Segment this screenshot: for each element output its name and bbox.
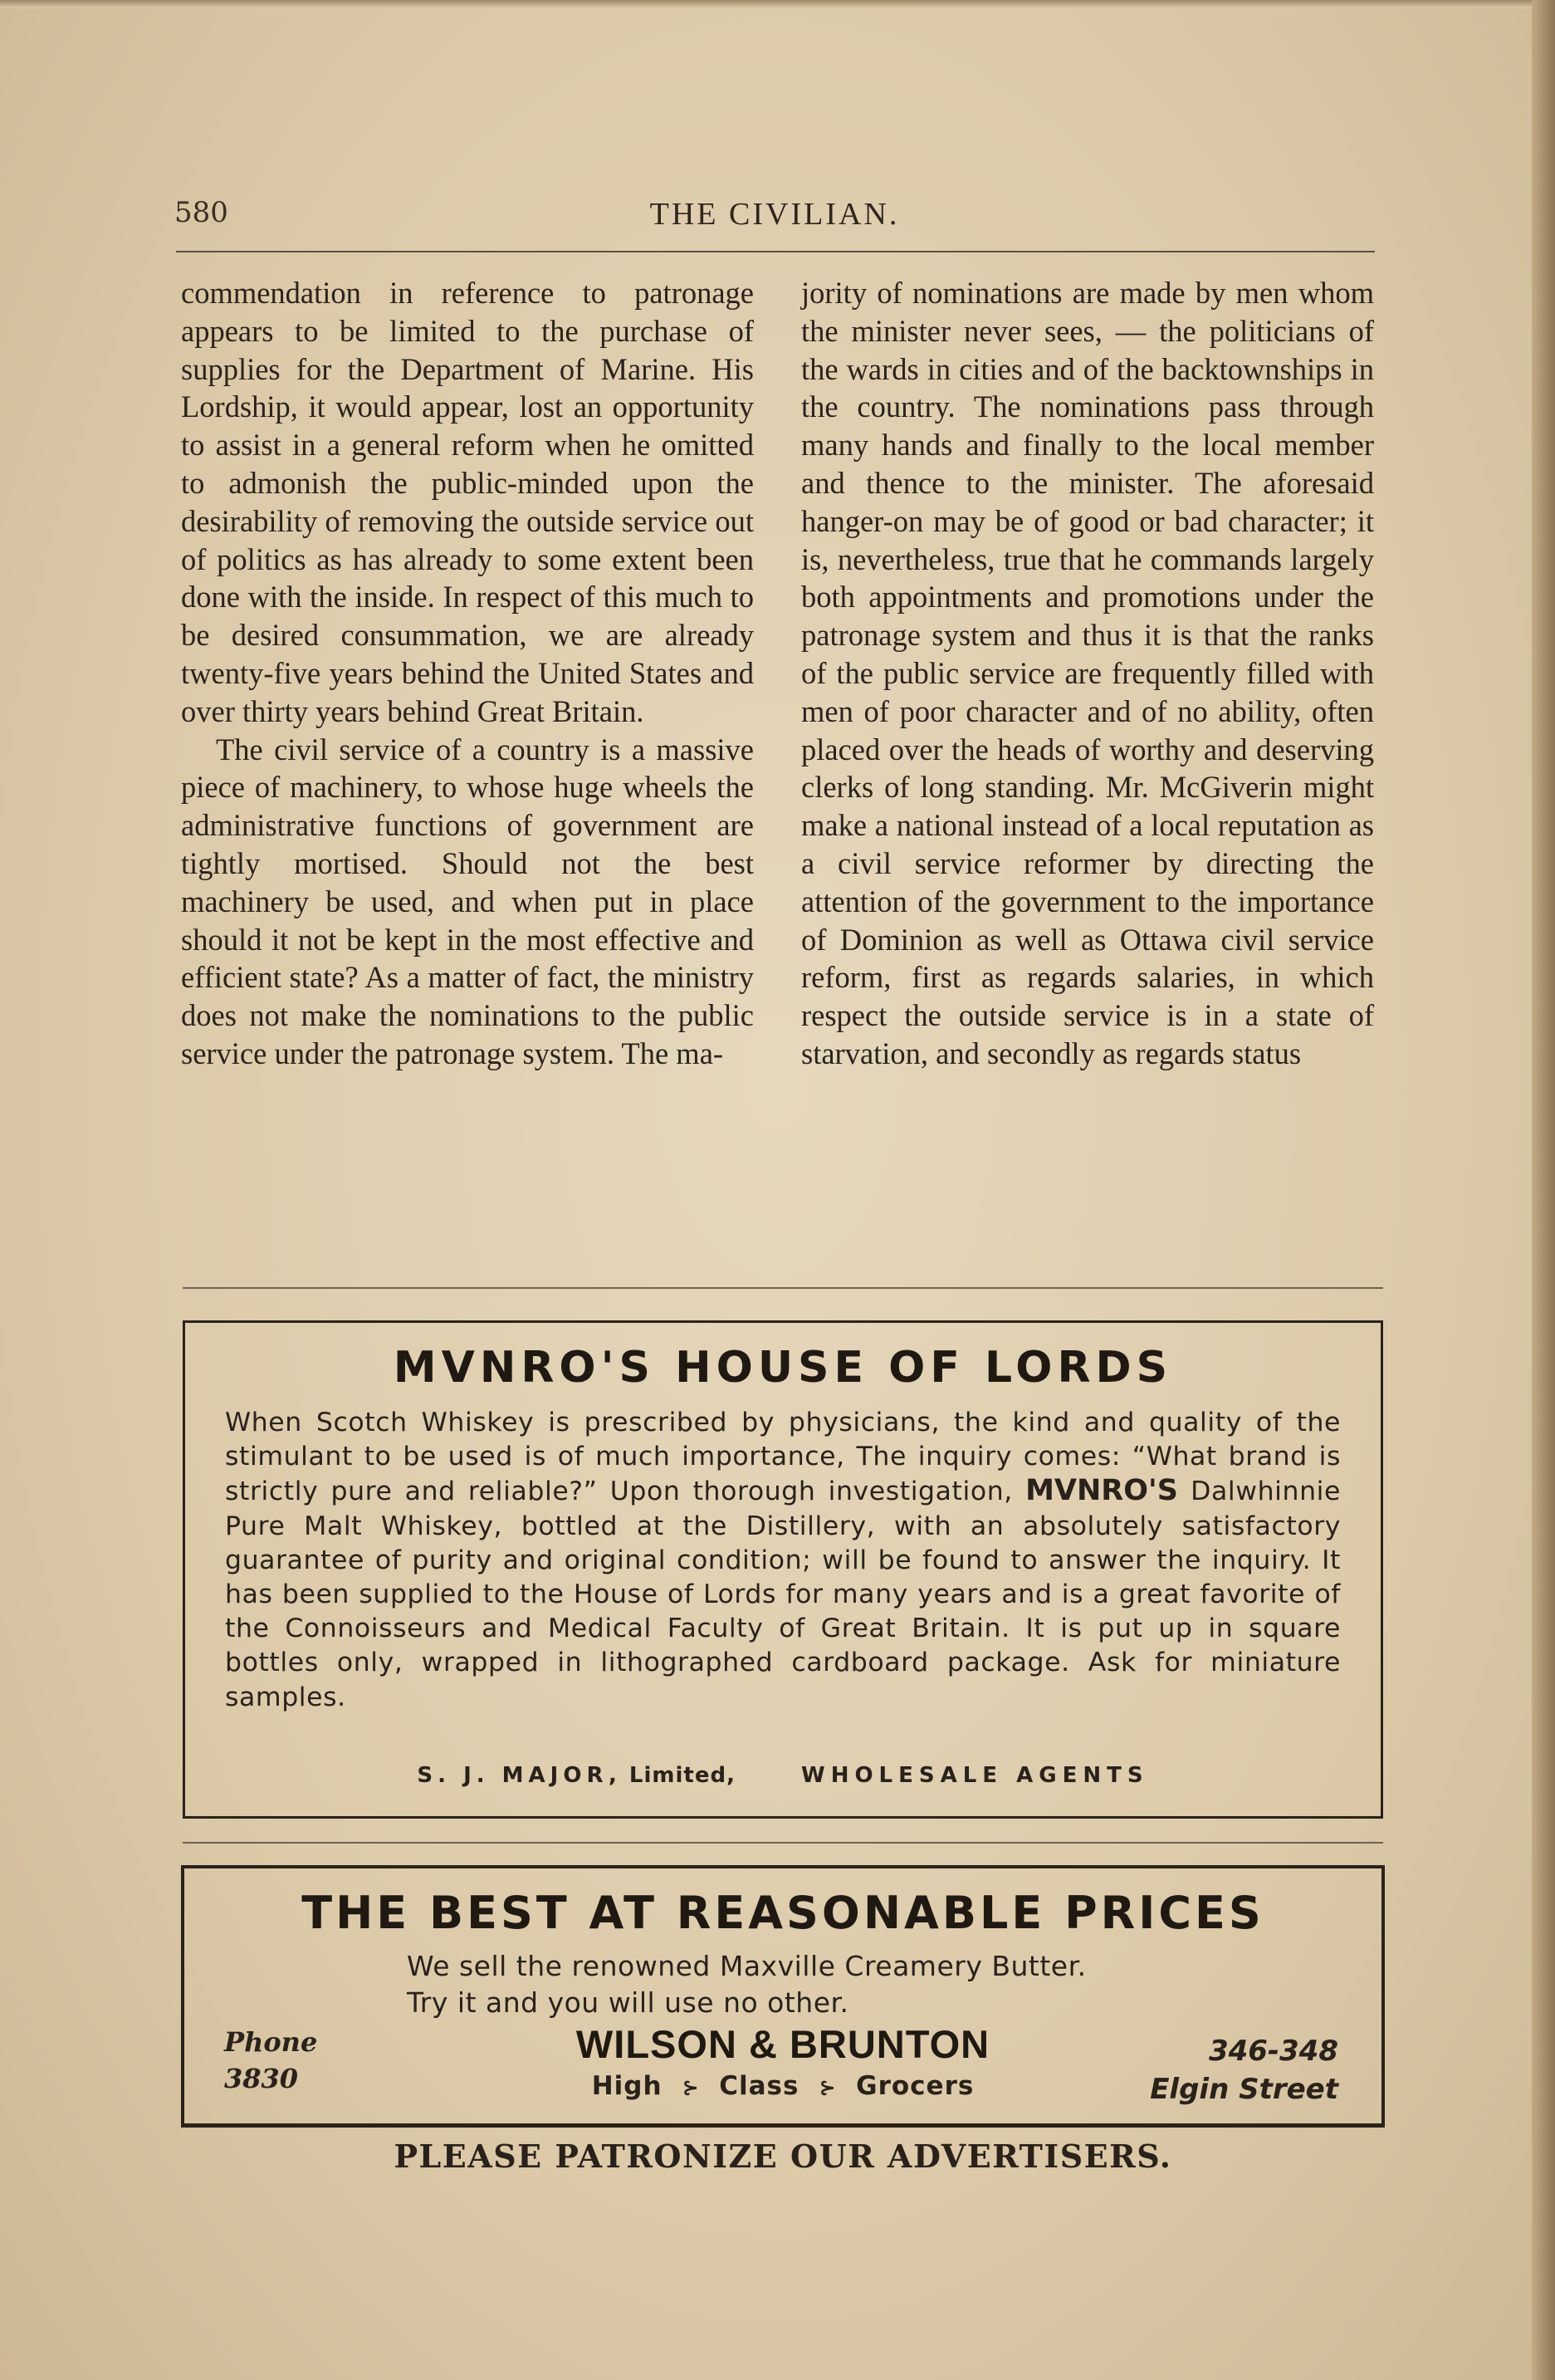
wilson-brunton-advertisement — [181, 1865, 1385, 2128]
article-paragraph: The civil service of a country is a massive piece of machinery, to whose huge wheels the administrative functions of government are tightly mortised. Should not the best machinery be used, and when put in place should it not be kept in the most effective and efficient state? As a matter of fact, the ministry does not make the nominations to the public service under the patronage system. The ma- — [181, 732, 754, 1070]
munro-ad-agent-line — [185, 1763, 1381, 1788]
trade-word: Class — [719, 2071, 800, 2101]
wilson-ad-line: Try it and you will use no other. — [407, 1986, 849, 2019]
munro-brand-name: MVNRO'S — [1025, 1474, 1178, 1508]
munro-ad-text-before: When Scotch Whiskey is prescribed by physicians, the kind and quality of the stimulant to be used is of much importance, The inquiry comes: “What brand is strictly pure and reliable?” Upon thorough investigation, — [225, 1408, 1341, 1507]
trade-word: High — [591, 2071, 663, 2101]
munro-ad-text-after: Dalwhinnie Pure Malt Whiskey, bottled at the Distillery, with an absolutely satisfactory guarantee of purity and original condition; will be found to answer the inquiry. It has been supplied to the House of Lords for many years and is a great favorite of the Connoisseurs and Medical Faculty of Great Britain. It is put up in square bottles only, wrapped in lithographed cardboard package. Ask for miniature samples. — [225, 1476, 1341, 1712]
wilson-ad-line: We sell the renowned Maxville Creamery Butter. — [407, 1950, 1087, 1982]
agent-role: WHOLESALE AGENTS — [801, 1763, 1149, 1788]
article-column-left — [181, 274, 754, 1073]
munro-advertisement — [183, 1320, 1383, 1819]
phone-label: Phone — [224, 2026, 318, 2058]
ornament-separator: ⊱ — [819, 2076, 837, 2099]
munro-ad-body — [225, 1406, 1341, 1715]
page-top-edge — [0, 0, 1555, 8]
address-street: Elgin Street — [1150, 2073, 1338, 2106]
page-header — [174, 196, 1375, 246]
address-number: 346-348 — [1208, 2035, 1338, 2068]
phone-number: 3830 — [224, 2063, 299, 2094]
header-divider — [176, 251, 1375, 252]
ad-divider — [183, 1842, 1383, 1844]
page-number: 580 — [174, 196, 228, 229]
article-paragraph: commendation in reference to patronage appears to be limited to the purchase of supplies for the Department of Marine. His Lordship, it would appear, lost an opportunity to assist in a general reform when he omitted to admonish the public-minded upon the desirability of removing the outside service out of politics as has already to some extent been done with the inside. In respect of this much to be desired consummation, we are already twenty-five years behind the United States and over thirty years behind Great Britain. — [181, 276, 754, 728]
article-column-right — [801, 274, 1374, 1073]
page-right-edge — [1532, 0, 1555, 2380]
ornament-separator: ⊱ — [682, 2076, 700, 2099]
journal-title: THE CIVILIAN. — [649, 197, 900, 232]
agent-suffix: Limited, — [628, 1763, 736, 1788]
article-paragraph: jority of nominations are made by men whom the minister never sees, — the politicians of the wards in cities and of the backtownships in the country. The nominations pass through many hands and finally to the local member and thence to the minister. The aforesaid hanger-on may be of good or bad character; it is, nevertheless, true that he commands largely both appointments and promotions under the patronage system and thus it is that the ranks of the public service are frequently filled with men of poor character and of no ability, often placed over the heads of worthy and deserving clerks of long standing. Mr. McGiverin might make a national instead of a local reputation as a civil service reformer by directing the attention of the government to the importance of Dominion as well as Ottawa civil service reform, first as regards salaries, in which respect the outside service is in a state of starvation, and secondly as regards status — [801, 276, 1374, 1070]
firm-name: WILSON & BRUNTON — [575, 2022, 990, 2066]
agent-name: S. J. MAJOR, — [417, 1763, 622, 1788]
munro-ad-headline: MVNRO'S HOUSE OF LORDS — [393, 1343, 1173, 1393]
trade-word: Grocers — [856, 2071, 975, 2101]
closing-note: PLEASE PATRONIZE OUR ADVERTISERS. — [394, 2138, 1172, 2175]
wilson-ad-headline: THE BEST AT REASONABLE PRICES — [301, 1887, 1264, 1939]
article-end-divider — [183, 1287, 1383, 1289]
